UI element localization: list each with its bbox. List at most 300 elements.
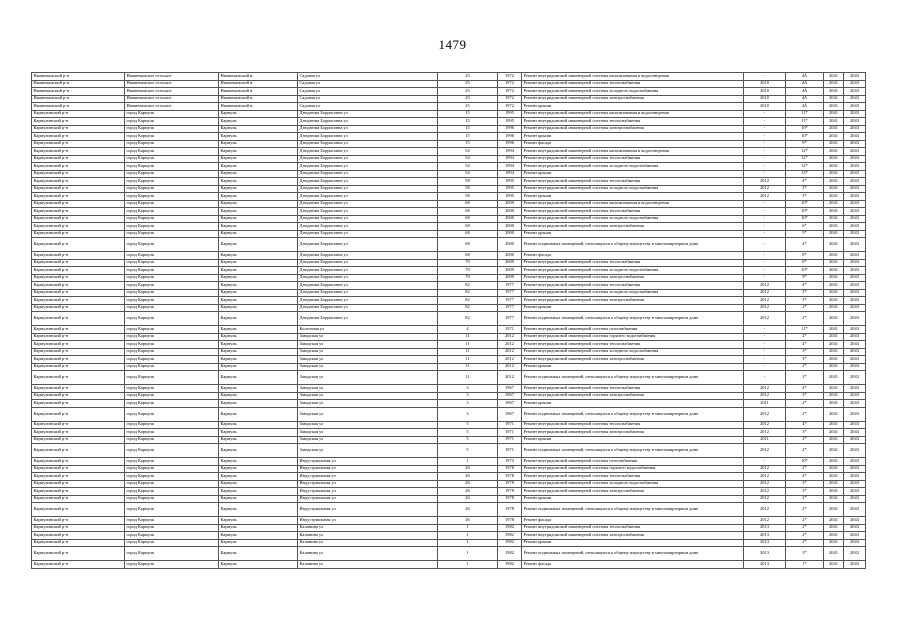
cell-count: 4Ä xyxy=(786,88,824,96)
cell-plan-year: 2011 xyxy=(744,400,786,408)
cell-street: Дзюдзюма Боррисовна ул xyxy=(298,178,438,186)
cell-work-type: Ремонт крыши xyxy=(522,170,744,178)
cell-work-type: Ремонт внутридомовой инженерной системы теплоснабжения xyxy=(522,421,744,429)
cell-street: Садовая ул xyxy=(298,103,438,111)
table-row xyxy=(32,348,866,356)
cell-count: 3* xyxy=(786,289,824,297)
cell-work-type: Ремонт внутридомовой инженерной системы холодного водоснабжения xyxy=(522,289,744,297)
cell-work-type: Ремонт крыши xyxy=(522,495,744,503)
cell-year-start: 2041 xyxy=(824,480,844,488)
cell-build-year: 2012 xyxy=(498,363,522,371)
cell-count: 2* xyxy=(786,503,824,517)
cell-house-number: 26 xyxy=(438,503,498,517)
cell-locality: Кармулк. xyxy=(219,282,298,290)
cell-year-start: 2041 xyxy=(824,458,844,466)
cell-year-start: 2041 xyxy=(824,88,844,96)
cell-count: 4Ä xyxy=(786,95,824,103)
table-row xyxy=(32,133,866,141)
cell-house-number: 15 xyxy=(438,125,498,133)
table-row xyxy=(32,371,866,385)
cell-street: Дзюдзюма Боррисовна ул xyxy=(298,230,438,238)
cell-settlement: город Кармулк xyxy=(125,488,219,496)
cell-build-year: 2012 xyxy=(498,356,522,364)
cell-district: Кармулинский р-н xyxy=(32,333,125,341)
cell-settlement: город Кармулк xyxy=(125,421,219,429)
cell-district: Кармулинский р-н xyxy=(32,503,125,517)
cell-house-number: 82 xyxy=(438,297,498,305)
cell-locality: Кармулк. xyxy=(219,259,298,267)
cell-plan-year: 2012 xyxy=(744,385,786,393)
cell-year-end: 2043 xyxy=(844,532,866,540)
cell-street: Заводская ул xyxy=(298,421,438,429)
cell-count: 12* xyxy=(786,148,824,156)
cell-build-year: 1977 xyxy=(498,282,522,290)
cell-work-type: Ремонт внутридомовой инженерной системы горячего водоснабжения xyxy=(522,465,744,473)
cell-plan-year: 2012 xyxy=(744,503,786,517)
cell-build-year: 2009 xyxy=(498,274,522,282)
cell-plan-year: 2012 xyxy=(744,429,786,437)
cell-house-number: 3 xyxy=(438,407,498,421)
cell-year-start: 2041 xyxy=(824,503,844,517)
cell-plan-year: - xyxy=(744,259,786,267)
cell-settlement: город Кармулк xyxy=(125,517,219,525)
cell-locality: Кармулк. xyxy=(219,155,298,163)
cell-plan-year: - xyxy=(744,356,786,364)
cell-settlement: город Кармулк xyxy=(125,385,219,393)
cell-year-start: 2041 xyxy=(824,371,844,385)
cell-year-start: 2041 xyxy=(824,407,844,421)
cell-build-year: 1972 xyxy=(498,88,522,96)
cell-district: Кармулинский р-н xyxy=(32,304,125,312)
cell-house-number: 1 xyxy=(438,547,498,561)
cell-work-type: Ремонт крыши xyxy=(522,304,744,312)
cell-work-type: Ремонт крыши xyxy=(522,436,744,444)
cell-locality: Кармулк. xyxy=(219,304,298,312)
cell-district: Кармулинский р-н xyxy=(32,289,125,297)
cell-locality: Кармулк. xyxy=(219,532,298,540)
cell-house-number: 54 xyxy=(438,163,498,171)
cell-work-type: Ремонт внутридомовой инженерной системы холодного водоснабжения xyxy=(522,215,744,223)
cell-district: Кармулинский р-н xyxy=(32,208,125,216)
cell-build-year: 1972 xyxy=(498,80,522,88)
cell-year-end: 2043 xyxy=(844,348,866,356)
cell-street: Калинина ул xyxy=(298,547,438,561)
cell-work-type: Ремонт внутридомовой инженерной системы теплоснабжения xyxy=(522,473,744,481)
cell-settlement: город Кармулк xyxy=(125,193,219,201)
cell-plan-year: - xyxy=(744,348,786,356)
cell-year-end: 2043 xyxy=(844,400,866,408)
cell-street: Дзюдзюма Боррисовна ул xyxy=(298,110,438,118)
cell-count: 8* xyxy=(786,252,824,260)
cell-street: Дзюдзюма Боррисовна ул xyxy=(298,133,438,141)
cell-work-type: Ремонт внутридомовой инженерной системы электроснабжения xyxy=(522,532,744,540)
cell-street: Индустриальная ул xyxy=(298,503,438,517)
cell-district: Кармулинский р-н xyxy=(32,133,125,141)
cell-street: Дзюдзюма Боррисовна ул xyxy=(298,163,438,171)
cell-year-end: 2043 xyxy=(844,517,866,525)
cell-locality: Кармулк. xyxy=(219,356,298,364)
cell-district: Кармулинский р-н xyxy=(32,356,125,364)
cell-year-start: 2041 xyxy=(824,421,844,429)
cell-year-start: 2041 xyxy=(824,465,844,473)
cell-year-end: 2043 xyxy=(844,458,866,466)
cell-house-number: 54 xyxy=(438,170,498,178)
cell-plan-year: 2012 xyxy=(744,421,786,429)
cell-locality: Кармулк. xyxy=(219,333,298,341)
cell-house-number: 3 xyxy=(438,392,498,400)
cell-year-end: 2043 xyxy=(844,118,866,126)
table-row xyxy=(32,539,866,547)
cell-count: 2* xyxy=(786,539,824,547)
cell-street: Дзюдзюма Боррисовна ул xyxy=(298,267,438,275)
cell-settlement: Нижнекамское сельское xyxy=(125,88,219,96)
cell-year-start: 2041 xyxy=(824,400,844,408)
cell-work-type: Ремонт крыши xyxy=(522,363,744,371)
cell-count: 11* xyxy=(786,118,824,126)
cell-settlement: город Кармулк xyxy=(125,561,219,569)
cell-year-start: 2041 xyxy=(824,103,844,111)
cell-settlement: город Кармулк xyxy=(125,178,219,186)
cell-house-number: 54 xyxy=(438,155,498,163)
cell-year-start: 2041 xyxy=(824,436,844,444)
cell-locality: Кармулк. xyxy=(219,230,298,238)
table-row xyxy=(32,333,866,341)
cell-plan-year: 2012 xyxy=(744,312,786,326)
cell-locality: Кармулк. xyxy=(219,341,298,349)
cell-build-year: 1978 xyxy=(498,473,522,481)
cell-plan-year: 2010 xyxy=(744,88,786,96)
cell-plan-year: 2012 xyxy=(744,178,786,186)
cell-build-year: 1971 xyxy=(498,326,522,334)
table-row xyxy=(32,407,866,421)
cell-house-number: 11 xyxy=(438,341,498,349)
cell-build-year: 1978 xyxy=(498,480,522,488)
cell-year-start: 2041 xyxy=(824,125,844,133)
table-row xyxy=(32,495,866,503)
cell-locality: Кармулк. xyxy=(219,407,298,421)
table-row xyxy=(32,200,866,208)
cell-house-number: 15 xyxy=(438,140,498,148)
cell-settlement: город Кармулк xyxy=(125,371,219,385)
cell-settlement: город Кармулк xyxy=(125,230,219,238)
table-row xyxy=(32,488,866,496)
cell-year-start: 2041 xyxy=(824,215,844,223)
cell-build-year: 1972 xyxy=(498,103,522,111)
cell-street: Садовая ул xyxy=(298,73,438,81)
cell-work-type: Ремонт внутридомовой инженерной системы теплоснабжения xyxy=(522,385,744,393)
cell-house-number: 68 xyxy=(438,215,498,223)
cell-year-end: 2043 xyxy=(844,289,866,297)
cell-house-number: 70 xyxy=(438,274,498,282)
cell-year-start: 2041 xyxy=(824,532,844,540)
cell-plan-year: - xyxy=(744,140,786,148)
cell-count: 10* xyxy=(786,125,824,133)
cell-year-start: 2041 xyxy=(824,155,844,163)
cell-settlement: город Кармулк xyxy=(125,524,219,532)
cell-build-year: 1977 xyxy=(498,304,522,312)
cell-district: Кармулинский р-н xyxy=(32,407,125,421)
cell-locality: Кармулк. xyxy=(219,312,298,326)
table-row xyxy=(32,341,866,349)
cell-house-number: 68 xyxy=(438,238,498,252)
cell-district: Кармулинский р-н xyxy=(32,155,125,163)
cell-district: Кармулинский р-н xyxy=(32,140,125,148)
cell-settlement: город Кармулк xyxy=(125,480,219,488)
cell-year-start: 2041 xyxy=(824,230,844,238)
cell-district: Кармулинский р-н xyxy=(32,465,125,473)
cell-work-type: Ремонт внутридомовой инженерной системы теплоснабжения xyxy=(522,282,744,290)
cell-year-start: 2041 xyxy=(824,252,844,260)
cell-locality: Кармулк. xyxy=(219,148,298,156)
cell-house-number: 5 xyxy=(438,436,498,444)
cell-work-type: Ремонт фасада xyxy=(522,252,744,260)
cell-locality: Кармулк. xyxy=(219,348,298,356)
table-row xyxy=(32,326,866,334)
cell-locality: Кармулк. xyxy=(219,110,298,118)
cell-house-number: 1 xyxy=(438,539,498,547)
cell-street: Дзюдзюма Боррисовна ул xyxy=(298,215,438,223)
cell-year-end: 2043 xyxy=(844,163,866,171)
cell-build-year: 1972 xyxy=(498,73,522,81)
cell-district: Нижнекамский р-н xyxy=(32,95,125,103)
cell-district: Кармулинский р-н xyxy=(32,385,125,393)
cell-build-year: 1977 xyxy=(498,312,522,326)
cell-build-year: 2012 xyxy=(498,341,522,349)
cell-settlement: город Кармулк xyxy=(125,363,219,371)
cell-house-number: 26 xyxy=(438,480,498,488)
table-row xyxy=(32,312,866,326)
cell-settlement: город Кармулк xyxy=(125,282,219,290)
cell-year-end: 2043 xyxy=(844,282,866,290)
cell-year-end: 2043 xyxy=(844,193,866,201)
cell-plan-year: 2012 xyxy=(744,392,786,400)
cell-year-end: 2043 xyxy=(844,333,866,341)
cell-year-end: 2043 xyxy=(844,155,866,163)
cell-settlement: город Кармулк xyxy=(125,110,219,118)
cell-settlement: город Кармулк xyxy=(125,341,219,349)
cell-house-number: 58 xyxy=(438,178,498,186)
cell-count: 4* xyxy=(786,178,824,186)
cell-settlement: город Кармулк xyxy=(125,118,219,126)
table-row xyxy=(32,178,866,186)
cell-locality: Кармулк. xyxy=(219,200,298,208)
cell-street: Садовая ул xyxy=(298,80,438,88)
cell-year-start: 2041 xyxy=(824,312,844,326)
table-row xyxy=(32,297,866,305)
cell-count: 4Ä xyxy=(786,73,824,81)
cell-locality: Кармулк. xyxy=(219,326,298,334)
cell-build-year: 2012 xyxy=(498,348,522,356)
cell-work-type: Ремонт крыши xyxy=(522,400,744,408)
cell-settlement: город Кармулк xyxy=(125,444,219,458)
cell-build-year: 1995 xyxy=(498,178,522,186)
cell-district: Кармулинский р-н xyxy=(32,163,125,171)
table-row xyxy=(32,103,866,111)
cell-locality: Кармулк. xyxy=(219,480,298,488)
cell-year-end: 2043 xyxy=(844,444,866,458)
cell-district: Кармулинский р-н xyxy=(32,185,125,193)
cell-house-number: 26 xyxy=(438,495,498,503)
cell-settlement: Нижнекамское сельское xyxy=(125,103,219,111)
cell-year-start: 2041 xyxy=(824,259,844,267)
cell-street: Дзюдзюма Боррисовна ул xyxy=(298,312,438,326)
cell-count: 2* xyxy=(786,524,824,532)
cell-year-end: 2043 xyxy=(844,371,866,385)
cell-plan-year: - xyxy=(744,133,786,141)
cell-plan-year: - xyxy=(744,223,786,231)
table-row xyxy=(32,238,866,252)
table-row xyxy=(32,289,866,297)
cell-count: 2* xyxy=(786,333,824,341)
cell-street: Дзюдзюма Боррисовна ул xyxy=(298,259,438,267)
cell-district: Кармулинский р-н xyxy=(32,371,125,385)
cell-locality: Кармулк. xyxy=(219,465,298,473)
cell-year-start: 2041 xyxy=(824,170,844,178)
table-body xyxy=(32,73,866,569)
cell-work-type: Ремонт внутридомовой инженерной системы электроснабжения xyxy=(522,488,744,496)
cell-work-type: Ремонт внутридомовой инженерной системы канализования и водоотведения xyxy=(522,73,744,81)
cell-locality: Нижнекамский н. xyxy=(219,95,298,103)
cell-settlement: город Кармулк xyxy=(125,148,219,156)
cell-year-start: 2041 xyxy=(824,561,844,569)
cell-plan-year: - xyxy=(744,267,786,275)
cell-count: 10* xyxy=(786,215,824,223)
cell-year-start: 2041 xyxy=(824,444,844,458)
cell-year-start: 2041 xyxy=(824,363,844,371)
cell-settlement: город Кармулк xyxy=(125,252,219,260)
cell-house-number: 68 xyxy=(438,252,498,260)
cell-year-start: 2041 xyxy=(824,304,844,312)
cell-year-start: 2041 xyxy=(824,524,844,532)
cell-year-end: 2043 xyxy=(844,103,866,111)
cell-plan-year: 2012 xyxy=(744,495,786,503)
cell-build-year: 1982 xyxy=(498,524,522,532)
cell-count: 4* xyxy=(786,341,824,349)
cell-build-year: 1995 xyxy=(498,110,522,118)
cell-build-year: 1971 xyxy=(498,429,522,437)
cell-settlement: Нижнекамское сельское xyxy=(125,73,219,81)
cell-work-type: Ремонт крыши xyxy=(522,193,744,201)
cell-plan-year: - xyxy=(744,73,786,81)
cell-year-start: 2041 xyxy=(824,289,844,297)
cell-house-number: 70 xyxy=(438,259,498,267)
table-row xyxy=(32,110,866,118)
cell-build-year: 1978 xyxy=(498,495,522,503)
cell-year-end: 2043 xyxy=(844,297,866,305)
cell-count: 9* xyxy=(786,140,824,148)
table-row xyxy=(32,356,866,364)
cell-settlement: город Кармулк xyxy=(125,532,219,540)
cell-count: 9* xyxy=(786,274,824,282)
cell-count: 10* xyxy=(786,133,824,141)
cell-district: Кармулинский р-н xyxy=(32,274,125,282)
cell-count: 4* xyxy=(786,421,824,429)
cell-settlement: город Кармулк xyxy=(125,465,219,473)
cell-district: Кармулинский р-н xyxy=(32,230,125,238)
cell-locality: Кармулк. xyxy=(219,547,298,561)
cell-year-end: 2043 xyxy=(844,561,866,569)
cell-year-end: 2043 xyxy=(844,88,866,96)
table-row xyxy=(32,304,866,312)
cell-count: 13* xyxy=(786,170,824,178)
cell-year-start: 2041 xyxy=(824,348,844,356)
table-row xyxy=(32,436,866,444)
table-row xyxy=(32,524,866,532)
cell-year-start: 2041 xyxy=(824,73,844,81)
cell-count: 4* xyxy=(786,238,824,252)
table-row xyxy=(32,73,866,81)
table-row xyxy=(32,480,866,488)
cell-work-type: Ремонт внутридомовой инженерной системы электроснабжения xyxy=(522,223,744,231)
cell-work-type: Ремонт крыши xyxy=(522,539,744,547)
cell-year-end: 2043 xyxy=(844,473,866,481)
cell-count: 4* xyxy=(786,473,824,481)
cell-street: Индустриальная ул xyxy=(298,473,438,481)
cell-settlement: Нижнекамское сельское xyxy=(125,80,219,88)
cell-district: Кармулинский р-н xyxy=(32,297,125,305)
cell-district: Кармулинский р-н xyxy=(32,547,125,561)
cell-settlement: город Кармулк xyxy=(125,429,219,437)
table-row xyxy=(32,95,866,103)
cell-street: Дзюдзюма Боррисовна ул xyxy=(298,125,438,133)
cell-build-year: 1995 xyxy=(498,118,522,126)
cell-build-year: 1978 xyxy=(498,488,522,496)
cell-work-type: Ремонт внутридомовой инженерной системы теплоснабжения xyxy=(522,208,744,216)
cell-year-start: 2041 xyxy=(824,495,844,503)
cell-year-start: 2041 xyxy=(824,429,844,437)
cell-district: Кармулинский р-н xyxy=(32,480,125,488)
cell-year-end: 2043 xyxy=(844,238,866,252)
cell-district: Кармулинский р-н xyxy=(32,524,125,532)
cell-locality: Кармулк. xyxy=(219,297,298,305)
cell-settlement: город Кармулк xyxy=(125,547,219,561)
cell-count: 3* xyxy=(786,297,824,305)
cell-plan-year: - xyxy=(744,110,786,118)
cell-street: Индустриальная ул xyxy=(298,495,438,503)
cell-count: 10* xyxy=(786,458,824,466)
cell-district: Кармулинский р-н xyxy=(32,170,125,178)
table-row xyxy=(32,140,866,148)
cell-build-year: 2000 xyxy=(498,208,522,216)
table-row xyxy=(32,125,866,133)
cell-district: Кармулинский р-н xyxy=(32,267,125,275)
cell-year-end: 2043 xyxy=(844,274,866,282)
cell-house-number: 82 xyxy=(438,304,498,312)
cell-plan-year: 2012 xyxy=(744,304,786,312)
cell-year-start: 2041 xyxy=(824,193,844,201)
cell-year-start: 2041 xyxy=(824,547,844,561)
cell-locality: Кармулк. xyxy=(219,170,298,178)
cell-work-type: Ремонт внутридомовой инженерной системы горячего водоснабжения xyxy=(522,333,744,341)
cell-district: Кармулинский р-н xyxy=(32,178,125,186)
cell-count: 3* xyxy=(786,185,824,193)
cell-district: Кармулинский р-н xyxy=(32,223,125,231)
cell-count: 2* xyxy=(786,495,824,503)
cell-street: Калинина ул xyxy=(298,524,438,532)
cell-year-end: 2043 xyxy=(844,80,866,88)
cell-year-end: 2043 xyxy=(844,200,866,208)
table-row xyxy=(32,118,866,126)
cell-work-type: Ремонт внутридомовой инженерной системы теплоснабжения xyxy=(522,341,744,349)
cell-district: Кармулинский р-н xyxy=(32,532,125,540)
cell-plan-year: - xyxy=(744,371,786,385)
cell-locality: Кармулк. xyxy=(219,421,298,429)
cell-plan-year: - xyxy=(744,208,786,216)
table-row xyxy=(32,148,866,156)
cell-build-year: 1996 xyxy=(498,140,522,148)
cell-year-start: 2041 xyxy=(824,133,844,141)
cell-house-number: 54 xyxy=(438,148,498,156)
